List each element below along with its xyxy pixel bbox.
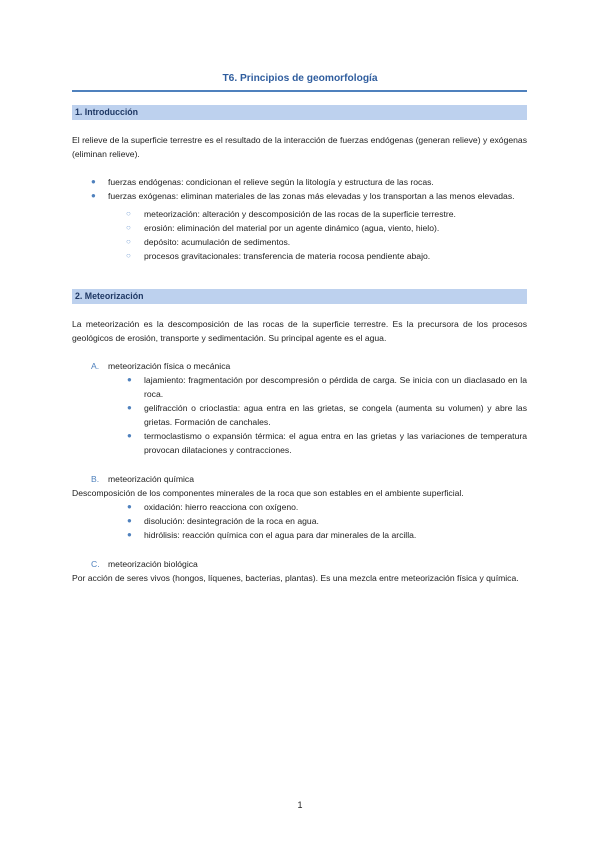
forces-list: [72, 175, 527, 263]
list-item: ● fuerzas exógenas: eliminan materiales de las zonas más elevadas y los transportan a las menos elevadas. ○ meteorización: alteración y descomposición de las rocas de la superficie terrestre. ○ erosión: eliminación del material por un agente dinámico (agua, viento, hielo). ○ depósito: acumulación de sedimentos. ○ procesos gravitacionales: transferencia de materia rocosa pendiente abajo.: [72, 189, 527, 263]
sub-bullet-icon: ○: [126, 223, 131, 232]
list-item: ○ depósito: acumulación de sedimentos.: [126, 237, 291, 247]
sub-bullet-icon: ○: [126, 209, 131, 218]
subsection-title: meteorización física o mecánica: [108, 361, 231, 371]
bullet-icon: ●: [127, 375, 132, 384]
list-item: ● termoclastismo o expansión térmica: el agua entra en las grietas y las variaciones de temperatura provocan dilataciones y contracciones.: [127, 431, 527, 455]
subsection-letter: B.: [91, 474, 100, 484]
section-heading-introduccion: 1. Introducción: [72, 105, 527, 120]
bullet-icon: ●: [91, 177, 96, 186]
sub-bullet-icon: ○: [126, 237, 131, 246]
sub-bullet-icon: ○: [126, 251, 131, 260]
physical-weathering-list: [72, 373, 527, 457]
exogenous-processes-list: [108, 207, 527, 263]
intro-paragraph: El relieve de la superficie terrestre es el resultado de la interacción de fuerzas endógenas (generan relieve) y exógenas (eliminan relieve).: [72, 135, 527, 159]
bullet-icon: ●: [127, 530, 132, 539]
subsection-letter: C.: [91, 559, 100, 569]
list-item: ○ erosión: eliminación del material por un agente dinámico (agua, viento, hielo).: [126, 223, 440, 233]
subsection-title: meteorización química: [108, 474, 194, 484]
section-heading-meteorizacion: 2. Meteorización: [72, 289, 527, 304]
list-item: ● oxidación: hierro reacciona con oxígeno.: [127, 502, 299, 512]
document-title: T6. Principios de geomorfología: [222, 73, 378, 84]
bullet-icon: ●: [91, 191, 96, 200]
title-underline: [72, 90, 527, 92]
bullet-icon: ●: [127, 431, 132, 440]
list-item: ○ procesos gravitacionales: transferencia de materia rocosa pendiente abajo.: [126, 251, 431, 261]
meteorizacion-paragraph: La meteorización es la descomposición de las rocas de la superficie terrestre. Es la precursora de los procesos geológicos de erosión, transporte y sedimentación. Su principal agente es el agua.: [72, 319, 527, 343]
page-number: 1: [297, 800, 303, 810]
biological-weathering-description: Por acción de seres vivos (hongos, líquenes, bacterias, plantas). Es una mezcla entre meteorización física y química.: [72, 573, 519, 583]
list-item: ● lajamiento: fragmentación por descompresión o pérdida de carga. Se inicia con un diaclasado en la roca.: [127, 375, 527, 399]
subsection-letter: A.: [91, 361, 100, 371]
subsection-title: meteorización biológica: [108, 559, 198, 569]
chemical-weathering-list: [72, 500, 527, 542]
bullet-icon: ●: [127, 516, 132, 525]
chemical-weathering-description: Descomposición de los componentes minerales de la roca que son estables en el ambiente superficial.: [72, 488, 464, 498]
list-item: ○ meteorización: alteración y descomposición de las rocas de la superficie terrestre.: [126, 209, 456, 219]
list-item: ● fuerzas endógenas: condicionan el relieve según la litología y estructura de las rocas.: [91, 177, 434, 187]
bullet-icon: ●: [127, 502, 132, 511]
list-item: ● disolución: desintegración de la roca en agua.: [127, 516, 319, 526]
bullet-icon: ●: [127, 403, 132, 412]
list-item: ● hidrólisis: reacción química con el agua para dar minerales de la arcilla.: [127, 530, 417, 540]
list-item: ● gelifracción o crioclastia: agua entra en las grietas, se congela (aumenta su volumen) y abre las grietas. Formación de canchales.: [127, 403, 527, 427]
